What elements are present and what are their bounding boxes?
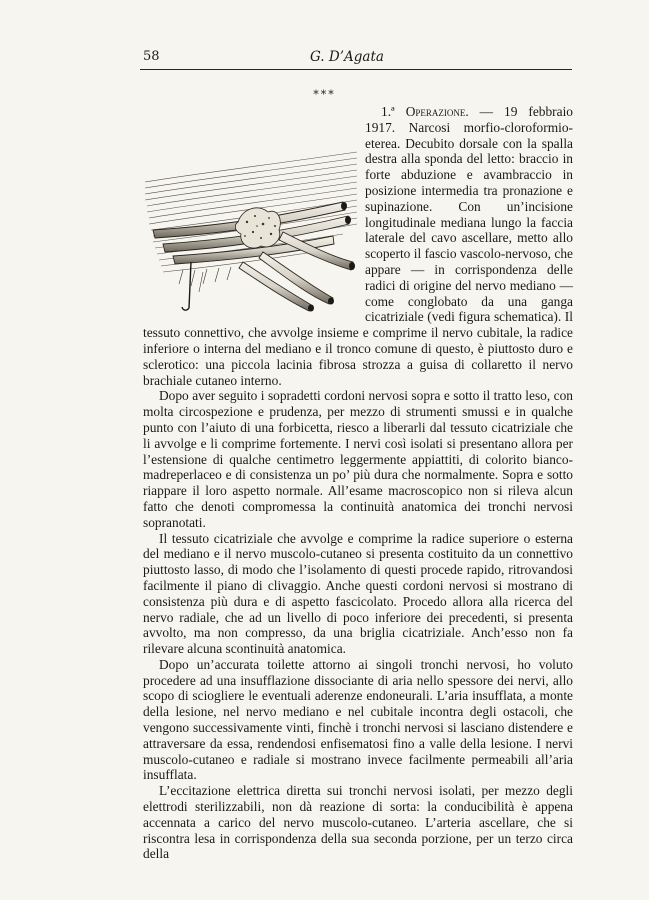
paragraph-1-text: — 19 febbraio 1917. Narcosi morfio-cloroformio-eterea. Decubito dorsale con la spalla destra alla sponda del letto: braccio in forte abduzione e avambraccio in posizione intermedia tra pronazione e supinazione. Con un’incisione longitudinale mediana lungo la faccia laterale del cavo ascellare, metto allo scoperto il fascio vascolo-nervoso, che appare — in corrispondenza delle radici di origine del nervo mediano — come conglobato da una ganga cicatriziale (vedi figura schematica). Il tessuto connettivo, che avvolge insieme e comprime il nervo cubitale, la radice inferiore o interna del mediano e il tronco comune di questo, è piuttosto duro e sclerotico: una piccola lacinia fibrosa strozza a guisa di collaretto il nervo brachiale cutaneo interno. [143, 104, 573, 388]
body-text [143, 104, 573, 862]
paragraph-3: Il tessuto cicatriziale che avvolge e comprime la radice superiore o esterna del mediano e il nervo muscolo-cutaneo si presenta costituito da un connettivo piuttosto lasso, di modo che l’isolamento di questi procede rapido, ritrovandosi facilmente il piano di clivaggio. Anche questi cordoni nervosi si mostrano di consistenza più dura e di aspetto fascicolato. Procedo allora alla ricerca del nervo radiale, che ad un livello di poco inferiore dei precedenti, si presenta avvolto, ma non compresso, da una briglia cicatriziale. Anch’esso non fa rilevare alcuna scontinuità anatomica. [143, 530, 573, 657]
paragraph-2: Dopo aver seguito i sopradetti cordoni nervosi sopra e sotto il tratto leso, con molta circospezione e prudenza, per mezzo di strumenti smussi e in qualche punto con l’aiuto di una forbicetta, riesco a liberarli dal tessuto cicatriziale che li avvolge e li comprime fortemente. I nervi così isolati si presentano allora per l’estensione di qualche centimetro leggermente appiattiti, di colorito bianco-madreperlaceo e di consistenza un po’ più dura che normalmente. Sopra e sotto riappare il loro aspetto normale. All’esame macroscopico non si rileva alcun fatto che denoti compromessa la continuità anatomica dei tronchi nervosi sopranotati. [143, 388, 573, 530]
operation-heading: 1.ª Operazione. [381, 104, 469, 119]
nerve-bundle-illustration [143, 112, 357, 312]
header-rule [140, 69, 572, 70]
paragraph-5: L’eccitazione elettrica diretta sui tronchi nervosi isolati, per mezzo degli elettrodi sterilizzabili, non dà reazione di sorta: la conducibilità è appena accennata a carico del nervo muscolo-cutaneo. L’arteria ascellare, che si riscontra lesa in corrispondenza della sua seconda porzione, per un terzo circa della [143, 783, 573, 862]
paragraph-1 [143, 104, 573, 388]
running-title: G. D’Agata [310, 49, 384, 65]
paragraph-4: Dopo un’accurata toilette attorno ai singoli tronchi nervosi, ho voluto procedere ad una insufflazione dissociante di aria nello spessore dei nervi, allo scopo di sciogliere le eventuali aderenze endoneurali. L’aria insufflata, a monte della lesione, nel nervo mediano e nel cubitale incontra degli ostacoli, che vengono successivamente vinti, finchè i tronchi nervosi si lasciano distendere e attraversare da essa, rendendosi enfisematosi fino a valle della lesione. I nervi muscolo-cutaneo e radiale si mostrano invece facilmente permeabili all’aria insufflata. [143, 656, 573, 783]
section-ornament: *** [313, 88, 336, 101]
page-number: 58 [143, 49, 160, 64]
schematic-figure [143, 112, 361, 318]
